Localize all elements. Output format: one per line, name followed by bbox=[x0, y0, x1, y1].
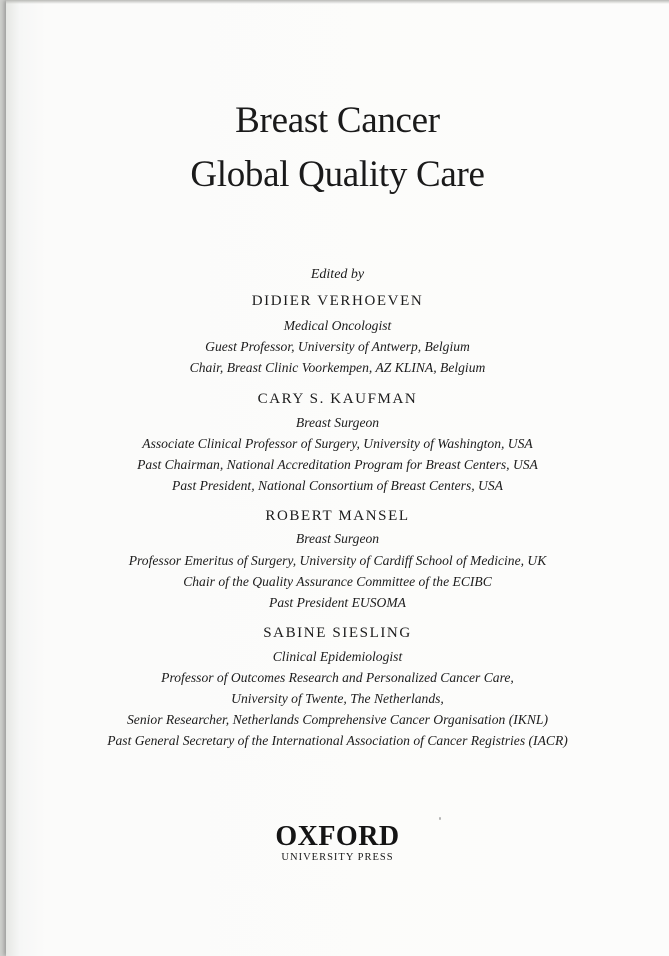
book-title-page bbox=[6, 0, 669, 956]
editor-role: Breast Surgeon bbox=[295, 415, 380, 430]
book-title-line-1: Breast Cancer bbox=[235, 100, 440, 141]
editor-role: Clinical Epidemiologist bbox=[272, 649, 403, 664]
editor-name-verhoeven: DIDIER VERHOEVEN bbox=[251, 293, 424, 309]
editor-role: Breast Surgeon bbox=[295, 531, 380, 546]
book-title-line-2: Global Quality Care bbox=[190, 154, 485, 195]
editor-affiliation: Senior Researcher, Netherlands Comprehensive Cancer Organisation (IKNL) bbox=[127, 712, 548, 727]
paper-speck bbox=[439, 817, 441, 820]
editor-affiliation: Past President, National Consortium of Breast Centers, USA bbox=[172, 478, 503, 493]
editor-affiliation: Chair of the Quality Assurance Committee of the ECIBC bbox=[183, 574, 492, 589]
editor-name-kaufman: CARY S. KAUFMAN bbox=[257, 391, 418, 407]
editor-name-mansel: ROBERT MANSEL bbox=[265, 508, 410, 524]
editor-affiliation: Past General Secretary of the International Association of Cancer Registries (IACR) bbox=[107, 733, 568, 748]
editor-affiliation: Guest Professor, University of Antwerp, Belgium bbox=[205, 339, 470, 354]
editor-affiliation: Past Chairman, National Accreditation Program for Breast Centers, USA bbox=[137, 457, 538, 472]
editor-affiliation: Associate Clinical Professor of Surgery, University of Washington, USA bbox=[142, 436, 533, 451]
edited-by-label: Edited by bbox=[310, 267, 365, 282]
editor-affiliation: Past President EUSOMA bbox=[269, 595, 406, 610]
editor-affiliation: University of Twente, The Netherlands, bbox=[231, 691, 444, 706]
editor-name-siesling: SABINE SIESLING bbox=[263, 625, 412, 641]
editor-role: Medical Oncologist bbox=[283, 318, 392, 333]
publisher-logo: OXFORD bbox=[275, 821, 400, 852]
editor-affiliation: Professor of Outcomes Research and Personalized Cancer Care, bbox=[161, 670, 514, 685]
editor-affiliation: Professor Emeritus of Surgery, University of Cardiff School of Medicine, UK bbox=[128, 553, 547, 568]
editor-affiliation: Chair, Breast Clinic Voorkempen, AZ KLINA, Belgium bbox=[189, 360, 486, 375]
publisher-subtitle: UNIVERSITY PRESS bbox=[281, 852, 394, 863]
